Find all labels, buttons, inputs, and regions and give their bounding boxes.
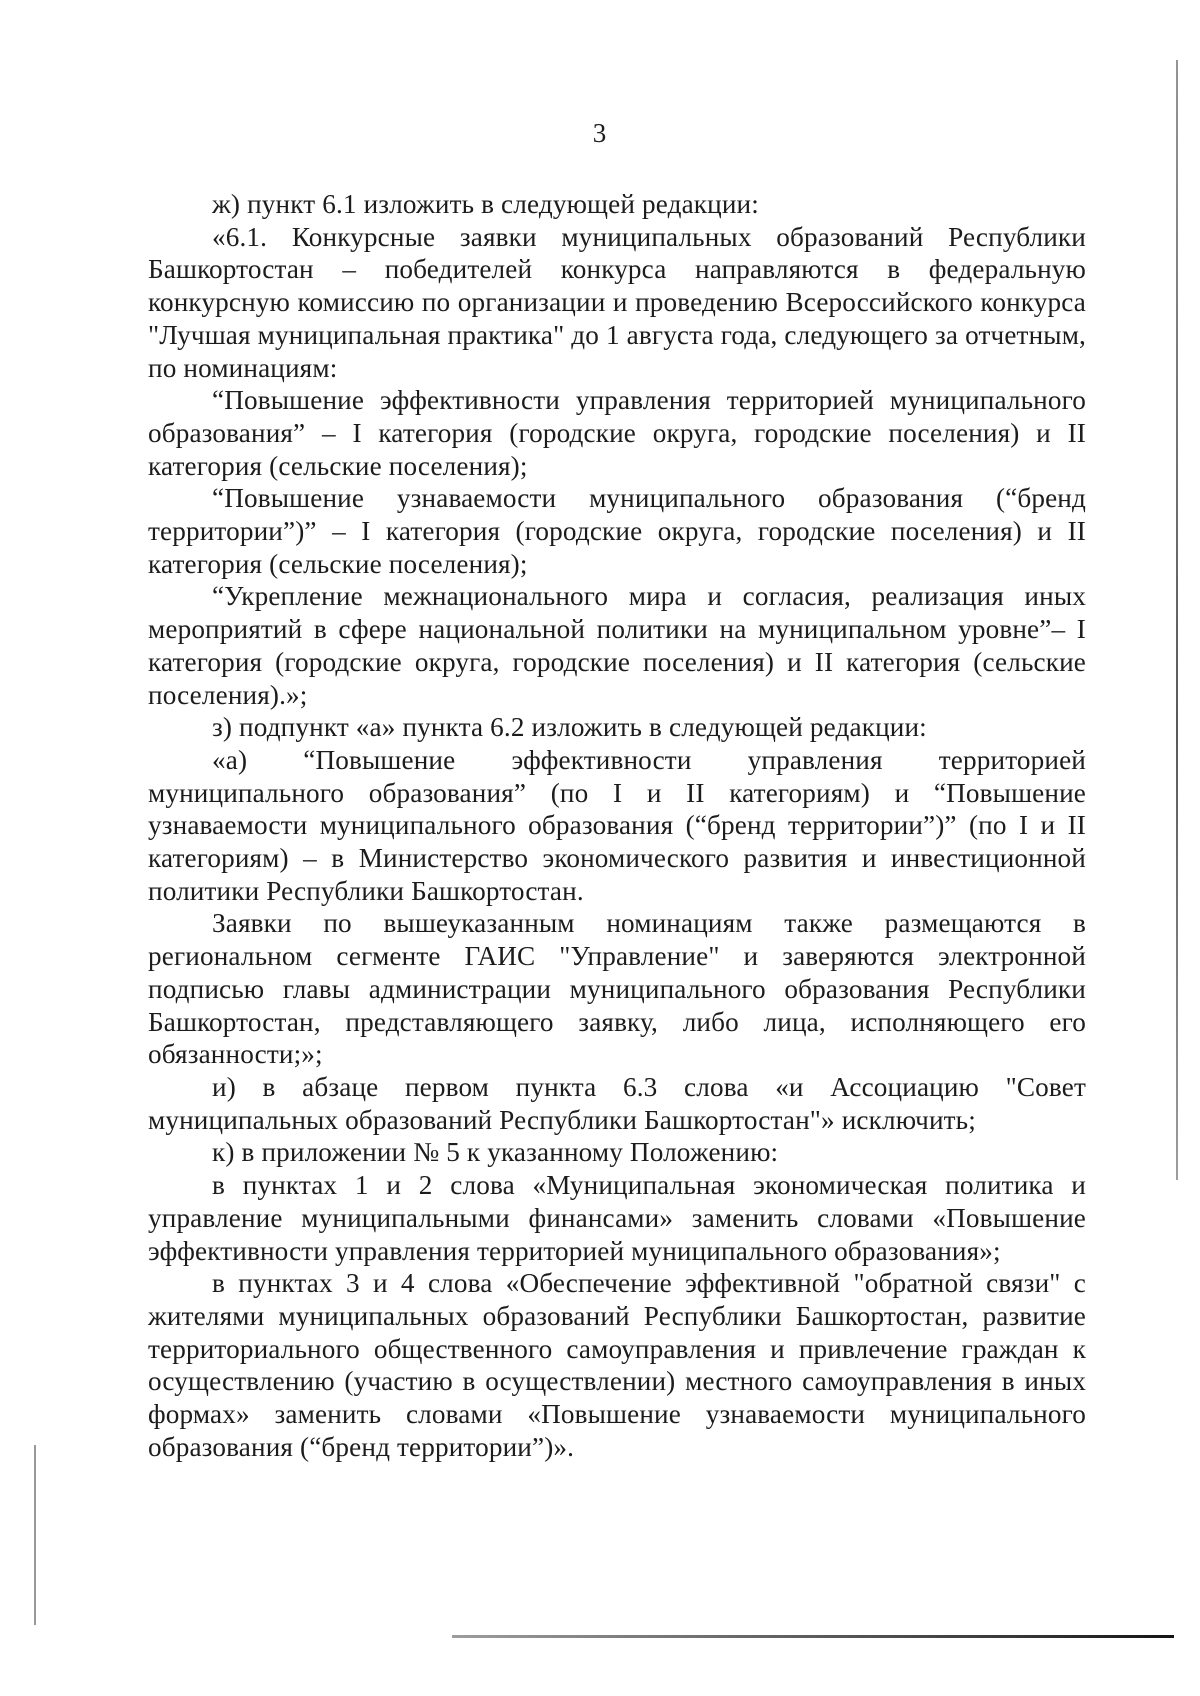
paragraph-nomination-efficiency: “Повышение эффективности управления территорией муниципального образования” – I категория (городские округа, городские поселения) и II категория (сельские поселения); [148,385,1086,481]
paragraph-6-1: «6.1. Конкурсные заявки муниципальных образований Республики Башкортостан – победителей конкурса направляются в федеральную конкурсную комиссию по организации и проведению Всероссийского конкурса "Лучшая муниципальная практика" до 1 августа года, следующего за отчетным, по номинациям: [148,221,1086,383]
document-body [148,188,1086,1463]
paragraph-nomination-brand: “Повышение узнаваемости муниципального образования (“бренд территории”)” – I категория (городские округа, городские поселения) и II категория (сельские поселения); [148,483,1086,579]
page-number: 3 [592,118,608,148]
paragraph-points-1-2: в пунктах 1 и 2 слова «Муниципальная экономическая политика и управление муниципальными финансами» заменить словами «Повышение эффективности управления территорией муниципального образования»; [148,1170,1086,1266]
paragraph-zh: ж) пункт 6.1 изложить в следующей редакции: [212,189,759,219]
paragraph-z: з) подпункт «а» пункта 6.2 изложить в следующей редакции: [212,712,927,743]
paragraph-subpoint-a: «а) “Повышение эффективности управления территорией муниципального образования” (по I и II категориям) и “Повышение узнаваемости муниципального образования (“бренд территории”)” (по I и II категориям) – в Министерство экономического развития и инвестиционной политики Республики Башкортостан. [148,744,1086,906]
scan-bottom-line [452,1635,1174,1638]
paragraph-i: и) в абзаце первом пункта 6.3 слова «и Ассоциацию "Совет муниципальных образований Республики Башкортостан"» исключить; [148,1071,1086,1135]
paragraph-points-3-4: в пунктах 3 и 4 слова «Обеспечение эффективной "обратной связи" с жителями муниципальных образований Республики Башкортостан, развитие территориального общественного самоуправления и привлечение граждан к осуществлению (участию в осуществлении) местного самоуправления в иных формах» заменить словами «Повышение узнаваемости муниципального образования (“бренд территории”)». [148,1268,1086,1462]
paragraph-k: к) в приложении № 5 к указанному Положению: [212,1137,779,1168]
paragraph-nomination-interethnic: “Укрепление межнационального мира и согласия, реализация иных мероприятий в сфере национальной политики на муниципальном уровне”– I категория (городские округа, городские поселения) и II категория (сельские поселения).»; [148,581,1086,710]
scan-edge-left [34,1445,36,1625]
paragraph-applications: Заявки по вышеуказанным номинациям также размещаются в региональном сегменте ГАИС "Управление" и заверяются электронной подписью главы администрации муниципального образования Республики Башкортостан, представляющего заявку, либо лица, исполняющего его обязанности;»; [148,908,1086,1070]
scan-edge-right [1176,60,1178,1180]
